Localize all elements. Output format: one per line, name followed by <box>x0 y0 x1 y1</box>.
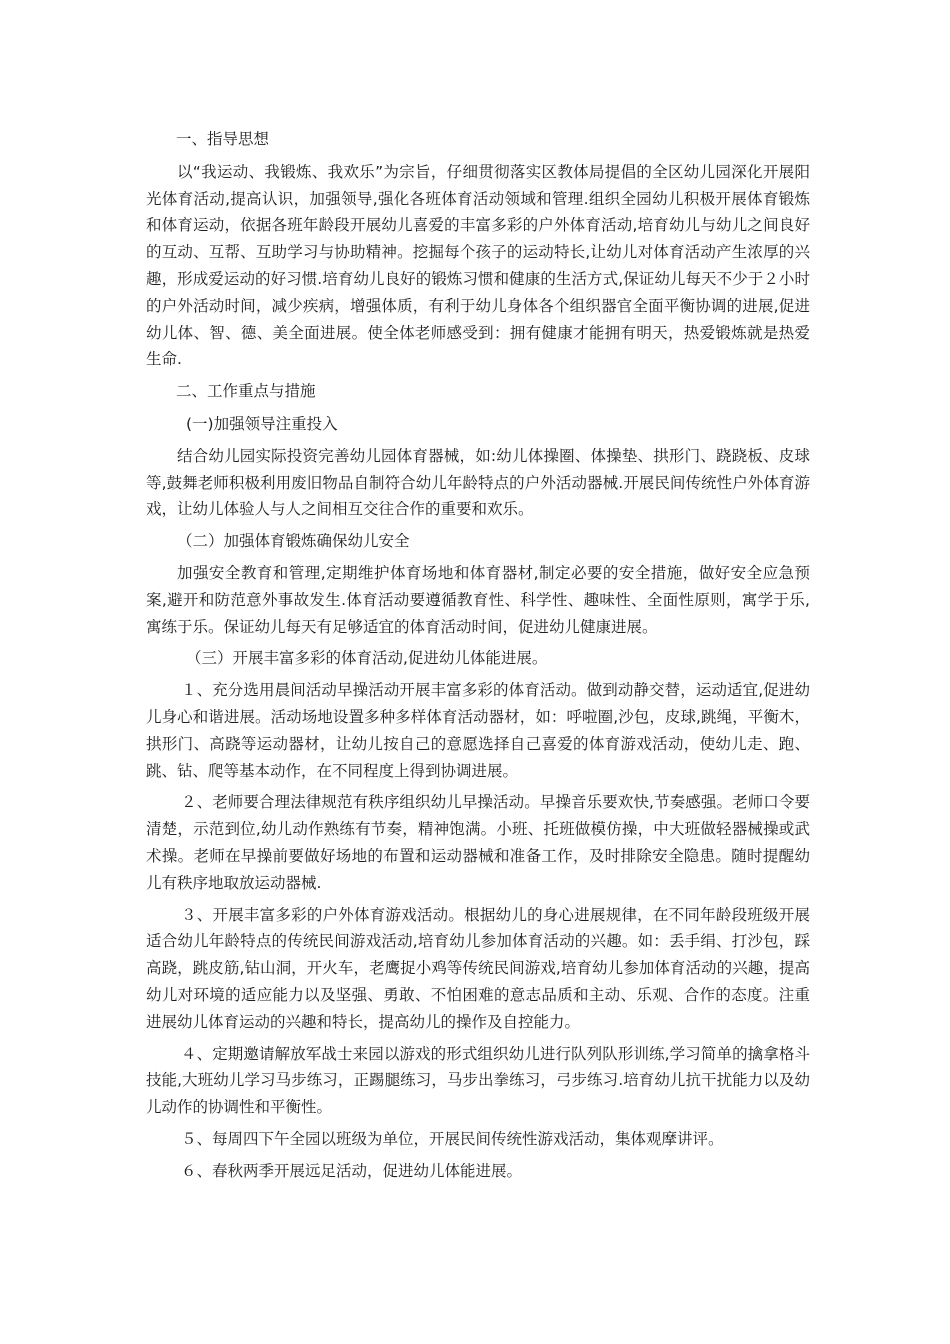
document-body <box>146 126 810 1189</box>
paragraph-guiding-ideology: 以“我运动、我锻炼、我欢乐”为宗旨，仔细贯彻落实区教体局提倡的全区幼儿园深化开展阳光体育活动,提高认识，加强领导,强化各班体育活动领域和管理.组织全园幼儿积极开展体育锻炼和体育运动，依据各班年龄段开展幼儿喜爱的丰富多彩的户外体育活动,培育幼儿与幼儿之间良好的互动、互帮、互助学习与协助精神。挖掘每个孩子的运动特长,让幼儿对体育活动产生浓厚的兴趣，形成爱运动的好习惯.培育幼儿良好的锻炼习惯和健康的生活方式,保证幼儿每天不少于２小时的户外活动时间，减少疾病，增强体质，有利于幼儿身体各个组织器官全面平衡协调的进展,促进幼儿体、智、德、美全面进展。使全体老师感受到：拥有健康才能拥有明天，热爱锻炼就是热爱生命. <box>146 162 810 369</box>
list-item-1: １、充分选用晨间活动早操活动开展丰富多彩的体育活动。做到动静交替，运动适宜,促进幼儿身心和谐进展。活动场地设置多种多样体育活动器材，如：呼啦圈,沙包，皮球,跳绳，平衡木，拱形门、高跷等运动器材，让幼儿按自己的意愿选择自己喜爱的体育游戏活动，使幼儿走、跑、跳、钻、爬等基本动作，在不同程度上得到协调进展。 <box>146 681 810 780</box>
list-item-3: ３、开展丰富多彩的户外体育游戏活动。根据幼儿的身心进展规律，在不同年龄段班级开展适合幼儿年龄特点的传统民间游戏活动,培育幼儿参加体育活动的兴趣。如：丢手绢、打沙包，踩高跷，跳皮筋,钻山洞，开火车，老鹰捉小鸡等传统民间游戏,培育幼儿参加体育活动的兴趣，提高幼儿对环境的适应能力以及坚强、勇敢、不怕困难的意志品质和主动、乐观、合作的态度。注重进展幼儿体育运动的兴趣和特长，提高幼儿的操作及自控能力。 <box>146 905 810 1031</box>
subsection-heading-activities: （三）开展丰富多彩的体育活动,促进幼儿体能进展。 <box>186 649 548 668</box>
section-heading-guiding-ideology: 一、指导思想 <box>176 130 270 148</box>
list-item-4: ４、定期邀请解放军战士来园以游戏的形式组织幼儿进行队列队形训练,学习简单的擒拿格斗技能,大班幼儿学习马步练习，正踢腿练习，马步出拳练习，弓步练习.培育幼儿抗干扰能力以及幼儿动作的协调性和平衡性。 <box>146 1044 810 1117</box>
section-heading-work-focus: 二、工作重点与措施 <box>176 382 316 401</box>
paragraph-leadership: 结合幼儿园实际投资完善幼儿园体育器械，如:幼儿体操圈、体操垫、拱形门、跷跷板、皮球等,鼓舞老师积极利用废旧物品自制符合幼儿年龄特点的户外活动器械.开展民间传统性户外体育游戏，让幼儿体验人与人之间相互交往合作的重要和欢乐。 <box>146 446 810 519</box>
paragraph-safety: 加强安全教育和管理,定期维护体育场地和体育器材,制定必要的安全措施，做好安全应急预案,避开和防范意外事故发生.体育活动要遵循教育性、科学性、趣味性、全面性原则，寓学于乐,寓练于乐。保证幼儿每天有足够适宜的体育活动时间，促进幼儿健康进展。 <box>146 563 810 636</box>
list-item-5: ５、每周四下午全园以班级为单位，开展民间传统性游戏活动，集体观摩讲评。 <box>181 1129 724 1148</box>
subsection-heading-leadership: (一)加强领导注重投入 <box>186 414 338 433</box>
subsection-heading-safety: （二）加强体育锻炼确保幼儿安全 <box>177 532 410 551</box>
list-item-2: ２、老师要合理法律规范有秩序组织幼儿早操活动。早操音乐要欢快,节奏感强。老师口令要清楚，示范到位,幼儿动作熟练有节奏，精神饱满。小班、托班做模仿操，中大班做轻器械操或武术操。老师在早操前要做好场地的布置和运动器械和准备工作，及时排除安全隐患。随时提醒幼儿有秩序地取放运动器械. <box>146 793 810 892</box>
list-item-6: ６、春秋两季开展远足活动，促进幼儿体能进展。 <box>181 1161 523 1180</box>
